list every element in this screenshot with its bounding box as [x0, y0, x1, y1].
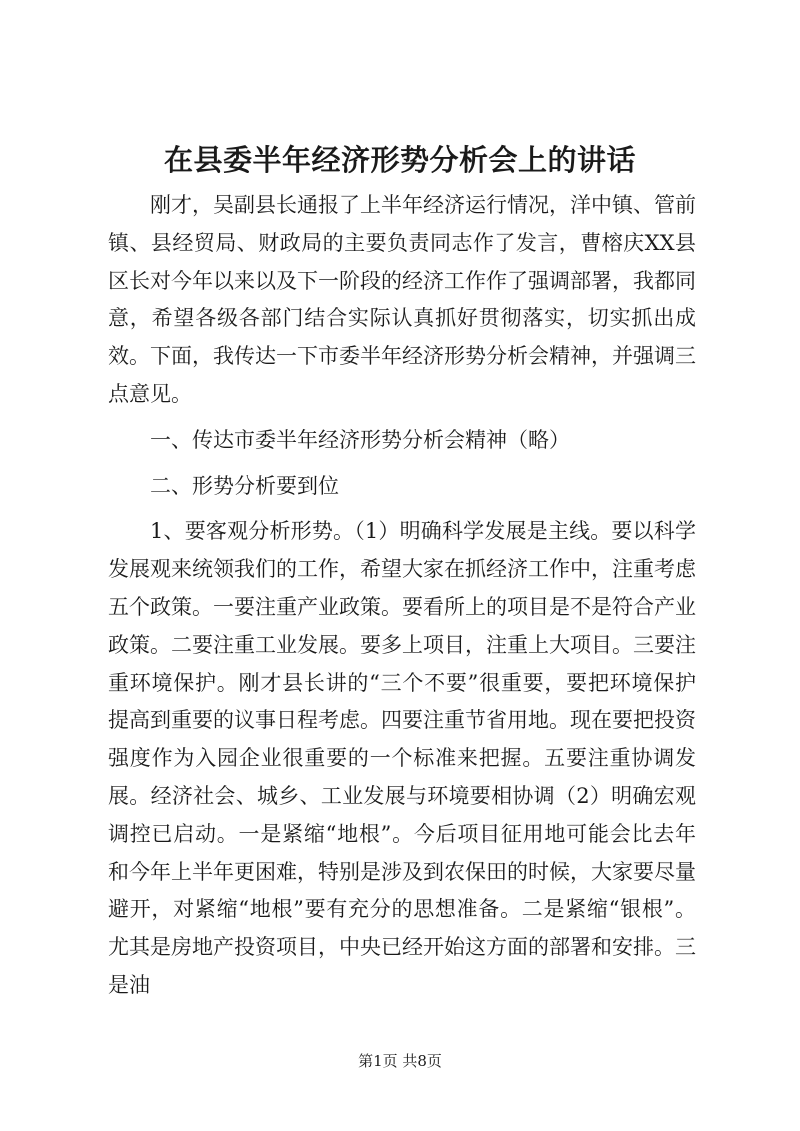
page-number: 第1页 共8页: [358, 1052, 442, 1070]
paragraph-intro: 刚才，吴副县长通报了上半年经济运行情况，洋中镇、管前镇、县经贸局、财政局的主要负责同志作了发言，曹榕庆XX县区长对今年以来以及下一阶段的经济工作作了强调部署，我都同意，希望各级各部门结合实际认真抓好贯彻落实，切实抓出成效。下面，我传达一下市委半年经济形势分析会精神，并强调三点意见。: [108, 193, 696, 406]
paragraph-situation-analysis: 1、要客观分析形势。（1）明确科学发展是主线。要以科学发展观来统领我们的工作，希望大家在抓经济工作中，注重考虑五个政策。一要注重产业政策。要看所上的项目是不是符合产业政策。二要注重工业发展。要多上项目，注重上大项目。三要注重环境保护。刚才县长讲的“三个不要”很重要，要把环境保护提高到重要的议事日程考虑。四要注重节省用地。现在要把投资强度作为入园企业很重要的一个标准来把握。五要注重协调发展。经济社会、城乡、工业发展与环境要相协调（2）明确宏观调控已启动。一是紧缩“地根”。今后项目征用地可能会比去年和今年上半年更困难，特别是涉及到农保田的时候，大家要尽量避开，对紧缩“地根”要有充分的思想准备。二是紧缩“银根”。尤其是房地产投资项目，中央已经开始这方面的部署和安排。三是油: [108, 519, 696, 997]
paragraph-section-one: 一、传达市委半年经济形势分析会精神（略）: [150, 427, 570, 452]
document-body: [108, 187, 696, 1005]
page-title: 在县委半年经济形势分析会上的讲话: [163, 143, 636, 177]
paragraph-section-two: 二、形势分析要到位: [150, 473, 339, 498]
